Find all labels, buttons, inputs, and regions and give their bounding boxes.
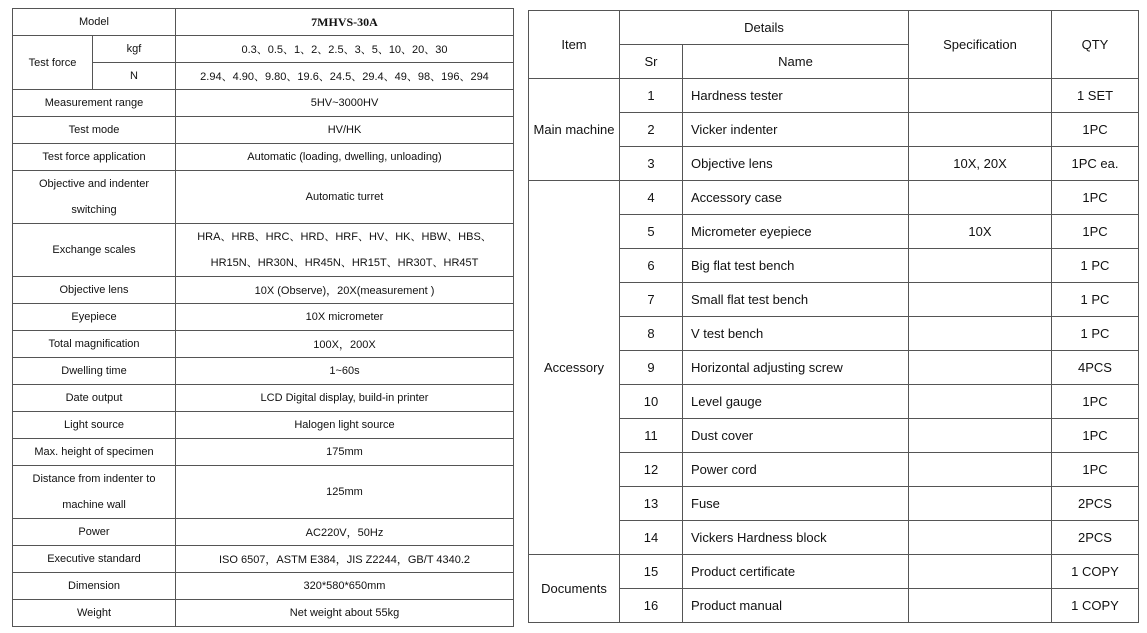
spec-row xyxy=(13,600,514,627)
spec-label: Light source xyxy=(13,412,176,439)
pack-sr: 11 xyxy=(620,419,683,453)
pack-row xyxy=(529,79,1139,113)
pack-sr: 3 xyxy=(620,147,683,181)
spec-value: Automatic (loading, dwelling, unloading) xyxy=(176,144,514,171)
pack-name: Small flat test bench xyxy=(683,283,909,317)
spec-value: 0.3、0.5、1、2、2.5、3、5、10、20、30 xyxy=(176,36,514,63)
pack-spec xyxy=(909,589,1052,623)
pack-row xyxy=(529,249,1139,283)
pack-sr: 14 xyxy=(620,521,683,555)
spec-label: Objective lens xyxy=(13,277,176,304)
spec-value: Halogen light source xyxy=(176,412,514,439)
pack-name: Vickers Hardness block xyxy=(683,521,909,555)
pack-qty: 1PC xyxy=(1052,419,1139,453)
header-sr: Sr xyxy=(620,45,683,79)
spec-value: Automatic turret xyxy=(176,171,514,224)
pack-name: Product certificate xyxy=(683,555,909,589)
pack-spec xyxy=(909,317,1052,351)
pack-sr: 9 xyxy=(620,351,683,385)
header-name: Name xyxy=(683,45,909,79)
pack-qty: 2PCS xyxy=(1052,487,1139,521)
pack-sr: 5 xyxy=(620,215,683,249)
spec-label: Objective and indenter switching xyxy=(13,171,176,224)
spec-value: 10X micrometer xyxy=(176,304,514,331)
spec-row xyxy=(13,90,514,117)
spec-row-model xyxy=(13,9,514,36)
spec-label: Executive standard xyxy=(13,546,176,573)
spec-label: Test force xyxy=(13,36,93,90)
pack-row xyxy=(529,317,1139,351)
pack-spec xyxy=(909,283,1052,317)
pack-spec xyxy=(909,385,1052,419)
pack-sr: 13 xyxy=(620,487,683,521)
spec-value: LCD Digital display, build-in printer xyxy=(176,385,514,412)
pack-sr: 10 xyxy=(620,385,683,419)
pack-row xyxy=(529,283,1139,317)
pack-qty: 1 COPY xyxy=(1052,555,1139,589)
pack-row xyxy=(529,215,1139,249)
spec-row xyxy=(13,358,514,385)
group-accessory: Accessory xyxy=(529,181,620,555)
spec-label: Measurement range xyxy=(13,90,176,117)
pack-name: Big flat test bench xyxy=(683,249,909,283)
spec-row xyxy=(13,171,514,224)
group-main: Main machine xyxy=(529,79,620,181)
spec-value: HV/HK xyxy=(176,117,514,144)
pack-name: Power cord xyxy=(683,453,909,487)
pack-qty: 1PC xyxy=(1052,181,1139,215)
packing-list-table xyxy=(528,10,1139,623)
header-details: Details xyxy=(620,11,909,45)
pack-row xyxy=(529,453,1139,487)
pack-name: Fuse xyxy=(683,487,909,521)
pack-name: Level gauge xyxy=(683,385,909,419)
spec-row xyxy=(13,144,514,171)
spec-value: 2.94、4.90、9.80、19.6、24.5、29.4、49、98、196、294 xyxy=(176,63,514,90)
pack-row xyxy=(529,385,1139,419)
spec-label: Test force application xyxy=(13,144,176,171)
pack-name: Hardness tester xyxy=(683,79,909,113)
pack-spec xyxy=(909,113,1052,147)
pack-name: Dust cover xyxy=(683,419,909,453)
spec-label: Exchange scales xyxy=(13,224,176,277)
spec-row xyxy=(13,546,514,573)
spec-row-exchange xyxy=(13,224,514,277)
spec-label: Model xyxy=(13,9,176,36)
pack-qty: 2PCS xyxy=(1052,521,1139,555)
pack-sr: 6 xyxy=(620,249,683,283)
spec-label: Weight xyxy=(13,600,176,627)
spec-value: AC220V，50Hz xyxy=(176,519,514,546)
pack-spec xyxy=(909,419,1052,453)
spec-value: 7MHVS-30A xyxy=(176,9,514,36)
specification-table xyxy=(12,8,514,627)
pack-qty: 4PCS xyxy=(1052,351,1139,385)
pack-name: Accessory case xyxy=(683,181,909,215)
pack-qty: 1PC xyxy=(1052,453,1139,487)
pack-sr: 1 xyxy=(620,79,683,113)
pack-name: Objective lens xyxy=(683,147,909,181)
pack-spec xyxy=(909,487,1052,521)
spec-value: 320*580*650mm xyxy=(176,573,514,600)
pack-qty: 1PC xyxy=(1052,215,1139,249)
pack-spec: 10X xyxy=(909,215,1052,249)
spec-label: Total magnification xyxy=(13,331,176,358)
pack-row xyxy=(529,351,1139,385)
pack-qty: 1PC ea. xyxy=(1052,147,1139,181)
spec-label: Eyepiece xyxy=(13,304,176,331)
pack-name: V test bench xyxy=(683,317,909,351)
spec-value: 10X (Observe)，20X(measurement ) xyxy=(176,277,514,304)
pack-spec xyxy=(909,79,1052,113)
pack-qty: 1 COPY xyxy=(1052,589,1139,623)
spec-value: 1~60s xyxy=(176,358,514,385)
header-specification: Specification xyxy=(909,11,1052,79)
pack-qty: 1 PC xyxy=(1052,249,1139,283)
pack-sr: 8 xyxy=(620,317,683,351)
spec-value: HRA、HRB、HRC、HRD、HRF、HV、HK、HBW、HBS、HR15N、HR30N、HR45N、HR15T、HR30T、HR45T xyxy=(176,224,514,277)
pack-row xyxy=(529,181,1139,215)
pack-spec: 10X, 20X xyxy=(909,147,1052,181)
pack-sr: 16 xyxy=(620,589,683,623)
pack-qty: 1 PC xyxy=(1052,283,1139,317)
pack-row xyxy=(529,589,1139,623)
spec-value: 5HV~3000HV xyxy=(176,90,514,117)
spec-unit: N xyxy=(93,63,176,90)
spec-row xyxy=(13,439,514,466)
spec-row xyxy=(13,304,514,331)
spec-value: Net weight about 55kg xyxy=(176,600,514,627)
spec-row xyxy=(13,117,514,144)
pack-qty: 1 SET xyxy=(1052,79,1139,113)
spec-label: Test mode xyxy=(13,117,176,144)
spec-row xyxy=(13,277,514,304)
pack-name: Product manual xyxy=(683,589,909,623)
spec-unit: kgf xyxy=(93,36,176,63)
pack-name: Micrometer eyepiece xyxy=(683,215,909,249)
spec-label: Dwelling time xyxy=(13,358,176,385)
pack-name: Vicker indenter xyxy=(683,113,909,147)
pack-spec xyxy=(909,521,1052,555)
spec-row xyxy=(13,385,514,412)
pack-row xyxy=(529,555,1139,589)
spec-row xyxy=(13,412,514,439)
spec-label: Max. height of specimen xyxy=(13,439,176,466)
pack-sr: 15 xyxy=(620,555,683,589)
spec-label: Power xyxy=(13,519,176,546)
spec-label: Distance from indenter to machine wall xyxy=(13,466,176,519)
pack-row xyxy=(529,487,1139,521)
spec-row xyxy=(13,331,514,358)
pack-spec xyxy=(909,351,1052,385)
pack-sr: 2 xyxy=(620,113,683,147)
spec-label: Dimension xyxy=(13,573,176,600)
pack-spec xyxy=(909,181,1052,215)
pack-spec xyxy=(909,555,1052,589)
spec-row-distance xyxy=(13,466,514,519)
spec-label: Date output xyxy=(13,385,176,412)
pack-spec xyxy=(909,453,1052,487)
pack-spec xyxy=(909,249,1052,283)
spec-row xyxy=(13,519,514,546)
pack-qty: 1PC xyxy=(1052,385,1139,419)
pack-row xyxy=(529,521,1139,555)
pack-qty: 1 PC xyxy=(1052,317,1139,351)
pack-sr: 7 xyxy=(620,283,683,317)
pack-sr: 4 xyxy=(620,181,683,215)
pack-qty: 1PC xyxy=(1052,113,1139,147)
header-item: Item xyxy=(529,11,620,79)
spec-row xyxy=(13,573,514,600)
pack-sr: 12 xyxy=(620,453,683,487)
spec-value: 175mm xyxy=(176,439,514,466)
header-qty: QTY xyxy=(1052,11,1139,79)
group-documents: Documents xyxy=(529,555,620,623)
pack-name: Horizontal adjusting screw xyxy=(683,351,909,385)
pack-row xyxy=(529,419,1139,453)
pack-row xyxy=(529,147,1139,181)
spec-value: 100X，200X xyxy=(176,331,514,358)
spec-row-kgf xyxy=(13,36,514,63)
spec-value: ISO 6507，ASTM E384，JIS Z2244，GB/T 4340.2 xyxy=(176,546,514,573)
pack-row xyxy=(529,113,1139,147)
pack-header-row xyxy=(529,11,1139,45)
spec-value: 125mm xyxy=(176,466,514,519)
